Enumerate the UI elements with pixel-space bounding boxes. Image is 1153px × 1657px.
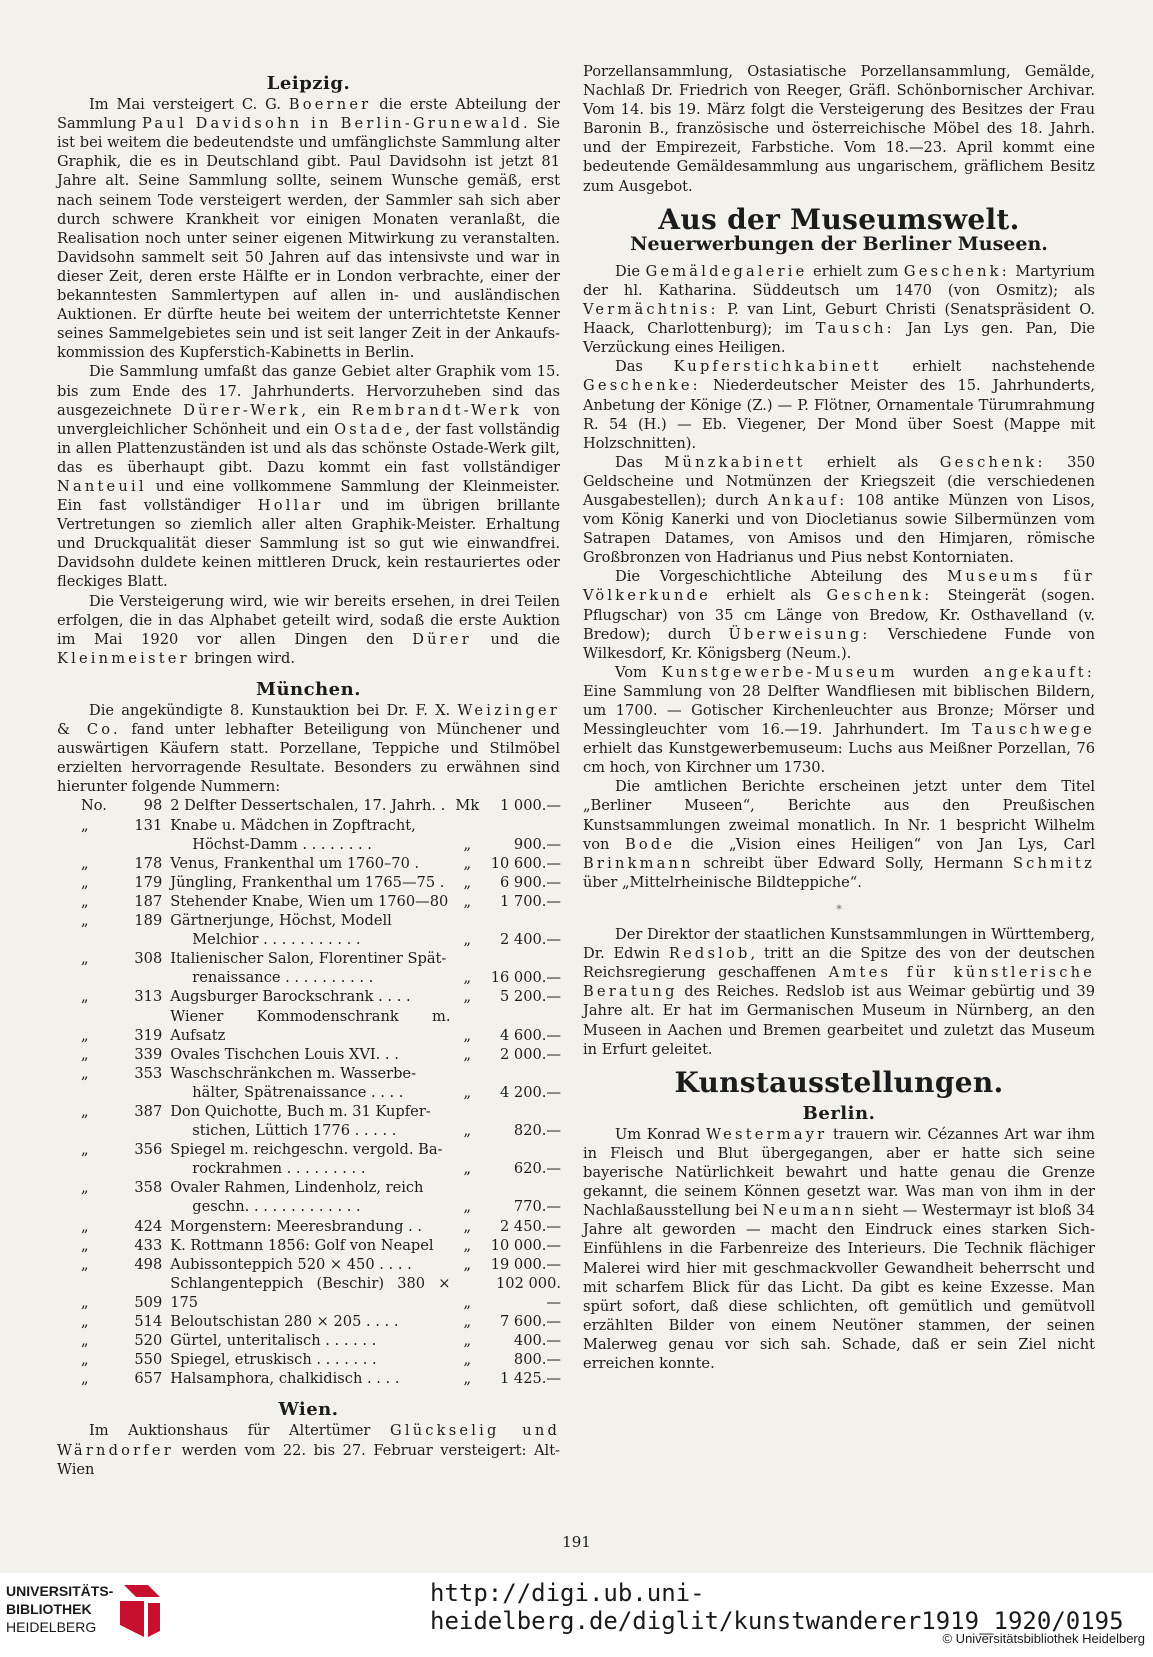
lot-price: 102 000.— — [496, 1274, 561, 1311]
lot-currency: „ — [463, 1083, 472, 1101]
lot-currency — [450, 1102, 484, 1121]
lot-number — [123, 1197, 171, 1216]
lot-price: 4 600.— — [499, 1026, 561, 1044]
lot-price: 400.— — [513, 1332, 561, 1350]
lot-description: Morgenstern: Meeresbrandung . . — [170, 1217, 423, 1235]
copyright-notice: © Universitätsbibliothek Heidelberg — [942, 1631, 1145, 1646]
lot-currency — [450, 1178, 484, 1197]
heading-berlin: Berlin. — [802, 1102, 876, 1124]
lot-description: Ovales Tischchen Louis XVI. . . — [170, 1045, 399, 1063]
lot-prefix: No. — [81, 797, 107, 815]
table-row — [81, 1350, 561, 1369]
lot-currency: „ — [463, 835, 472, 853]
table-row — [81, 1274, 561, 1312]
lot-description: Waschschränkchen m. Wasserbe- — [170, 1064, 417, 1082]
lot-prefix: „ — [81, 816, 89, 834]
lot-description: Schlangenteppich (Beschir) 380 × 175 — [170, 1274, 451, 1311]
lot-currency: „ — [463, 988, 472, 1006]
lot-price — [484, 911, 561, 930]
lot-description: Knabe u. Mädchen in Zopftracht, — [170, 816, 416, 834]
table-row — [81, 1159, 561, 1178]
emblem-shape — [120, 1601, 144, 1637]
table-row — [81, 892, 561, 911]
paragraph-voelkerkunde: Die Vorgeschichtliche Abteilung des Museums für Völkerkunde erhielt als Geschenk: Steingerät (sogen. Pflugschar) von 35 cm Länge von Bredow, Kr. Osthavelland (v. Bredow); durch Überweisung: Verschiedene Funde von Wilkesdorf, Kr. Königsberg (Neum.). — [583, 568, 1095, 662]
lot-prefix: „ — [81, 1064, 89, 1082]
table-row — [81, 1121, 561, 1140]
lot-prefix: „ — [81, 912, 89, 930]
lot-currency — [450, 1064, 484, 1083]
lot-number: 433 — [134, 1236, 163, 1254]
lot-number: 550 — [134, 1351, 163, 1369]
lot-currency: „ — [463, 1236, 472, 1254]
lot-prefix: „ — [81, 1179, 89, 1197]
lot-prefix: „ — [81, 1370, 89, 1388]
lot-prefix: „ — [81, 1026, 89, 1044]
lot-number — [123, 1083, 171, 1102]
lot-prefix: „ — [81, 1313, 89, 1330]
lot-currency — [450, 949, 484, 968]
lot-description: Spiegel m. reichgeschn. vergold. Ba- — [170, 1141, 443, 1159]
table-row — [81, 816, 561, 835]
lot-description: Italienischer Salon, Florentiner Spät- — [170, 950, 447, 968]
lot-prefix: „ — [81, 1236, 89, 1254]
lot-price: 1 700.— — [499, 892, 561, 910]
heading-neuerwerbungen: Neuerwerbungen der Berliner Museen. — [630, 232, 1048, 255]
lot-description: Halsamphora, chalkidisch . . . . — [170, 1370, 400, 1388]
lot-description: Wiener Kommodenschrank m. Aufsatz — [170, 1007, 451, 1044]
lot-prefix — [81, 968, 123, 987]
paragraph-gemaeldegalerie: Die Gemäldegalerie erhielt zum Geschenk: Martyrium der hl. Katharina. Süddeutsch um 1470 (von Osmitz); als Vermächtnis: P. van Lint, Geburt Christi (Senatspräsident O. Haack, Charlottenburg); im Tausch: Jan Lys gen. Pan, Die Verzückung eines Heiligen. — [583, 262, 1095, 357]
lot-number: 131 — [134, 816, 163, 834]
table-row — [81, 930, 561, 949]
lot-description: Höchst-Damm . . . . . . . . — [192, 835, 372, 853]
lot-currency: „ — [463, 1332, 472, 1350]
table-row — [81, 854, 561, 873]
lot-prefix: „ — [81, 854, 89, 872]
lot-prefix — [81, 930, 123, 949]
lot-prefix: „ — [81, 873, 89, 891]
table-row — [81, 911, 561, 930]
lot-currency: „ — [463, 873, 472, 891]
lot-price: 900.— — [513, 835, 561, 853]
table-row — [81, 1217, 561, 1236]
lot-prefix: „ — [81, 1217, 89, 1235]
table-row — [81, 1369, 561, 1388]
lot-description: hälter, Spätrenaissance . . . . — [192, 1083, 404, 1101]
lot-price: 2 400.— — [499, 931, 561, 949]
lot-currency: „ — [463, 969, 472, 987]
paragraph-muenzkabinett: Das Münzkabinett erhielt als Geschenk: 350 Geldscheine und Notmünzen der Kriegszeit (die verschiedenen Ausgabestellen); durch Ankauf: 108 antike Münzen von Lisos, vom König Kanerki und von Diocletianus sowie Silbermünzen vom Satrapen Datames, von Amisos und den Himjaren, römische Großbronzen von Hadrianus und Pius nebst Kontorniaten. — [583, 453, 1096, 567]
lot-price — [484, 1064, 561, 1083]
lot-prefix: „ — [81, 1102, 89, 1120]
paragraph-sammlung: Die Sammlung umfaßt das ganze Gebiet alter Graphik vom 15. bis zum Ende des 17. Jahrhunderts. Hervorzuheben sind das ausgezeichnete Dürer-Werk, ein Rembrandt-Werk von unvergleichlicher Schönheit und ein Ostade, der fast vollständig in allen Plattenzuständen ist und als das schönste Ostade-Werk gilt, das es überhaupt gibt. Dazu kommt ein fast vollständiger Nanteuil und eine vollkommene Sammlung der Kleinmeister. Ein fast vollständiger Hollar und im übrigen brillante Vertretungen so ziemlich aller alten Graphik-Meister. Erhaltung und Druckqualität dieser Sammlung ist so gut wie einwandfrei. Davidsohn duldete keinen mittleren Druck, kein restauriertes oder fleckiges Blatt. — [57, 363, 560, 591]
table-row — [81, 1178, 561, 1197]
lot-prefix: „ — [81, 892, 89, 910]
lot-price: 5 200.— — [499, 988, 561, 1006]
paragraph-kunstgewerbe: Vom Kunstgewerbe-Museum wurden angekauft: Eine Sammlung von 28 Delfter Wandfliesen mit biblischen Bildern, um 1700. — Gotischer Kirchenleuchter aus Bronze; Mörser und Messingleuchter vom 16.—19. Jahrhundert. Im Tauschwege erhielt das Kunstgewerbemuseum: Luchs aus Meißner Porzellan, 76 cm hoch, von Kirchner um 1730. — [583, 663, 1095, 777]
lot-number: 319 — [134, 1026, 163, 1044]
table-row — [81, 1197, 561, 1216]
lot-price: 1 425.— — [499, 1370, 561, 1388]
heading-museumswelt: Aus der Museumswelt. — [658, 202, 1020, 236]
table-row — [81, 1007, 561, 1045]
paragraph-wien: Im Auktionshaus für Altertümer Glückselig und Wärndorfer werden vom 22. bis 27. Februar versteigert: Alt-Wien — [57, 1422, 561, 1478]
lot-number — [123, 835, 171, 854]
lot-price: 10 000.— — [490, 1236, 561, 1254]
library-logo — [6, 1581, 186, 1645]
lot-prefix: „ — [81, 1141, 89, 1159]
lot-number: 308 — [134, 950, 163, 968]
paragraph-wien-continued: Porzellansammlung, Ostasiatische Porzellansammlung, Gemälde, Nachlaß Dr. Friedrich von Reeger, Gräfl. Schönbornischer Archivar. Vom 14. bis 19. März folgt die Versteigerung des Besitzes der Frau Baronin B., französische und österreichische Möbel des 18. Jahrh. und der Empirezeit, Farbstiche. Vom 18.—23. April kommt eine bedeutende Gemäldesammlung aus ungarischem, gräflichem Besitz zum Ausgebot. — [583, 63, 1095, 195]
lot-number: 498 — [134, 1255, 163, 1273]
lot-price — [484, 1102, 561, 1121]
lot-prefix: „ — [81, 1351, 89, 1369]
table-row — [81, 968, 561, 987]
auction-lots-table — [81, 796, 561, 1388]
lot-prefix: „ — [81, 1045, 89, 1063]
lot-price: 19 000.— — [490, 1255, 561, 1273]
lot-price: 800.— — [513, 1351, 561, 1369]
lot-description: Don Quichotte, Buch m. 31 Kupfer- — [170, 1102, 431, 1120]
paragraph-davidsohn: Im Mai versteigert C. G. Boerner die erste Abteilung der Sammlung Paul Davidsohn in Berlin-Grunewald. Sie ist bei weitem die bedeutendste und umfänglichste Sammlung alter Graphik, die es in Deutschland gibt. Paul Davidsohn ist jetzt 81 Jahre alt. Seine Sammlung sollte, seinem Wunsche gemäß, erst nach seinem Tode versteigert werden, der Sammler sah sich aber durch schwere Krankheit vor einigen Monaten veranlaßt, die Realisation noch unter seiner eigenen Mitwirkung zu veranstalten. Davidsohn sammelt seit 50 Jahren auf das intensivste und war in dieser Zeit, deren erste Hälfte er in London verbrachte, einer der bekanntesten Sammlertypen auf allen in- und ausländischen Auktionen. Er dürfte heute bei weitem der unterrichtetste Kenner seines Sammelgebietes sein und ist seit langer Zeit in der Ankaufs-kommission des Kupferstich-Kabinetts in Berlin. — [57, 96, 560, 362]
table-row — [81, 1255, 561, 1274]
lot-price: 1 000.— — [499, 797, 561, 815]
lot-description: Jüngling, Frankenthal um 1765—75 . — [170, 873, 445, 891]
lot-description: Ovaler Rahmen, Lindenholz, reich — [170, 1179, 424, 1197]
lot-number: 178 — [134, 854, 163, 872]
paragraph-redslob: Der Direktor der staatlichen Kunstsammlungen in Württemberg, Dr. Edwin Redslob, tritt an die Spitze des von der deutschen Reichsregierung geschaffenen Amtes für künstlerische Beratung des Reiches. Redslob ist aus Weimar gebürtig und 39 Jahre alt. Er hat im Germanischen Museum in Nürnberg, an den Museen in Aachen und Bremen gearbeitet und zuletzt das Museum in Erfurt geleitet. — [583, 926, 1096, 1058]
lot-number: 179 — [134, 873, 163, 891]
lot-number: 189 — [134, 912, 163, 930]
lot-currency: „ — [463, 854, 472, 872]
lot-number — [123, 968, 171, 987]
lot-number: 387 — [134, 1102, 163, 1120]
heading-wien: Wien. — [278, 1399, 339, 1421]
table-row — [81, 949, 561, 968]
lot-number: 514 — [134, 1313, 163, 1330]
lot-description: Gärtnerjunge, Höchst, Modell — [170, 912, 392, 930]
lot-currency: „ — [463, 1122, 472, 1140]
lot-currency: „ — [463, 1026, 472, 1044]
permalink-url[interactable]: http://digi.ub.uni-heidelberg.de/diglit/kunstwanderer1919_1920/0195 — [430, 1579, 1124, 1635]
lot-description: Gürtel, unteritalisch . . . . . . — [170, 1332, 377, 1350]
paragraph-berichte: Die amtlichen Berichte erscheinen jetzt unter dem Titel „Berliner Museen“, Berichte aus den Preußischen Kunstsammlungen zweimal monatlich. In Nr. 1 bespricht Wilhelm von Bode die „Vision eines Heiligen“ von Jan Lys, Carl Brinkmann schreibt über Edward Solly, Hermann Schmitz über „Mittelrheinische Bildteppiche“. — [583, 778, 1095, 891]
lot-price: 16 000.— — [490, 969, 561, 987]
heading-leipzig: Leipzig. — [266, 73, 351, 94]
lot-number: 358 — [134, 1179, 163, 1197]
lot-prefix — [81, 1121, 123, 1140]
lot-description: geschn. . . . . . . . . . . . . — [192, 1198, 361, 1216]
table-row — [81, 1331, 561, 1350]
table-row — [81, 987, 561, 1006]
lot-price: 620.— — [513, 1160, 561, 1178]
lot-price: 2 450.— — [499, 1217, 561, 1235]
library-footer — [0, 1573, 1153, 1657]
lot-prefix — [81, 1083, 123, 1102]
emblem-shape — [124, 1585, 160, 1597]
right-column — [583, 62, 1095, 1373]
table-row — [81, 1140, 561, 1159]
lot-prefix — [81, 835, 123, 854]
lot-description: Stehender Knabe, Wien um 1760—80 — [170, 892, 449, 910]
paragraph-weizinger: Die angekündigte 8. Kunstauktion bei Dr. F. X. Weizinger & Co. fand unter lebhafter Beteiligung von Münchener und auswärtigen Käufern statt. Porzellane, Teppiche und Stilmöbel erzielten hervorragende Resultate. Besonders zu erwähnen sind hierunter folgende Nummern: — [57, 702, 561, 796]
lot-price: 770.— — [513, 1198, 561, 1216]
lot-prefix — [81, 1197, 123, 1216]
lot-number: 339 — [134, 1045, 163, 1063]
table-row — [81, 1312, 561, 1331]
lot-description: Melchior . . . . . . . . . . . — [192, 931, 361, 949]
lot-prefix: „ — [81, 1332, 89, 1350]
library-emblem-icon — [118, 1581, 162, 1641]
heading-kunstausstellungen: Kunstausstellungen. — [674, 1065, 1004, 1099]
lot-description: stichen, Lüttich 1776 . . . . . — [192, 1122, 397, 1140]
table-row — [81, 796, 561, 815]
lot-number: 313 — [134, 988, 163, 1006]
table-row — [81, 835, 561, 854]
lot-number: 657 — [134, 1370, 163, 1388]
lot-number: 509 — [134, 1293, 163, 1311]
lot-currency — [450, 1140, 484, 1159]
table-row — [81, 1236, 561, 1255]
lot-number — [123, 1121, 171, 1140]
lot-price: 4 200.— — [499, 1083, 561, 1101]
logo-line-1: UNIVERSITÄTS- — [6, 1583, 114, 1599]
table-row — [81, 873, 561, 892]
lot-description: rockrahmen . . . . . . . . . — [192, 1160, 366, 1178]
lot-currency: „ — [463, 931, 472, 949]
lot-currency: „ — [463, 1351, 472, 1369]
lot-price: 10 600.— — [490, 854, 561, 872]
lot-currency: Mk — [455, 797, 480, 815]
lot-description: Venus, Frankenthal um 1760–70 . — [170, 854, 420, 872]
lot-number: 187 — [134, 892, 163, 910]
table-row — [81, 1064, 561, 1083]
lot-price: 7 600.— — [499, 1313, 561, 1330]
lot-description: 2 Delfter Dessertschalen, 17. Jahrh. . — [170, 797, 446, 815]
lot-description: K. Rottmann 1856: Golf von Neapel — [170, 1236, 434, 1254]
paragraph-westermayr: Um Konrad Westermayr trauern wir. Cézannes Art war ihm in Fleisch und Blut übergegangen, aber er hatte sich seine bayerische Natürlichkeit bewahrt und hatte genau die Grenze gekannt, die seinem Können gesetzt war. Was man von ihm in der Nachlaßausstellung bei Neumann sieht — Westermayr ist bloß 34 Jahre alt geworden — macht den Eindruck eines starken Sich-Einfühlens in die Farbenreize des Interieurs. Die Technik flächiger Malerei wird hier mit geschmackvoller Gewandheit beherrscht und mit scharfem Blick für das Licht. Da gibt es keine Exzesse. Man spürt sofort, daß diese schlichten, oft gemütlich und gemütvoll erzählten Bilder von einem Neutöner stammen, der seinen Malerweg genau vor sich sah. Schade, daß er sein Ziel nicht erreichen konnte. — [583, 1125, 1096, 1372]
lot-currency: „ — [463, 1045, 472, 1063]
lot-currency: „ — [463, 1370, 472, 1388]
table-row — [81, 1083, 561, 1102]
lot-currency: „ — [463, 1293, 472, 1311]
lot-price: 820.— — [513, 1122, 561, 1140]
lot-number: 98 — [143, 797, 163, 815]
lot-number — [123, 930, 171, 949]
section-divider-star: * — [836, 902, 842, 916]
lot-prefix: „ — [81, 988, 89, 1006]
lot-price: 2 000.— — [499, 1045, 561, 1063]
lot-prefix: „ — [81, 950, 89, 968]
heading-muenchen: München. — [256, 678, 361, 700]
lot-description: Aubissonteppich 520 × 450 . . . . — [170, 1255, 412, 1273]
lot-currency: „ — [463, 1198, 472, 1216]
lot-currency: „ — [463, 1160, 472, 1178]
lot-price — [484, 949, 561, 968]
lot-currency: „ — [463, 892, 472, 910]
lot-description: Beloutschistan 280 × 205 . . . . — [170, 1313, 399, 1330]
lot-currency — [450, 911, 484, 930]
table-row — [81, 1102, 561, 1121]
lot-description: Augsburger Barockschrank . . . . — [170, 988, 411, 1006]
lot-number: 424 — [134, 1217, 163, 1235]
lot-number: 353 — [134, 1064, 163, 1082]
lot-number: 520 — [134, 1332, 163, 1350]
table-row — [81, 1045, 561, 1064]
lot-prefix — [81, 1159, 123, 1178]
lot-currency: „ — [463, 1217, 472, 1235]
lot-prefix: „ — [81, 1255, 89, 1273]
lot-price — [484, 1140, 561, 1159]
lot-number: 356 — [134, 1141, 163, 1159]
lot-number — [123, 1159, 171, 1178]
lot-currency: „ — [463, 1255, 472, 1273]
lot-description: renaissance . . . . . . . . . . — [192, 969, 374, 987]
logo-line-2: BIBLIOTHEK — [6, 1601, 92, 1617]
page-number: 191 — [562, 1533, 591, 1551]
paragraph-kupferstichkabinett: Das Kupferstichkabinett erhielt nachstehende Geschenke: Niederdeutscher Meister des 15. Jahrhunderts, Anbetung der Könige (Z.) — P. Flötner, Ornamentale Türumrahmung R. 54 (H.) — Eb. Viegener, Der Mond über Soest (Mappe mit Holzschnitten). — [583, 358, 1096, 452]
logo-line-3: HEIDELBERG — [6, 1619, 97, 1635]
lot-price — [484, 1178, 561, 1197]
emblem-shape — [148, 1603, 160, 1637]
lot-prefix: „ — [81, 1293, 89, 1311]
lot-description: Spiegel, etruskisch . . . . . . . — [170, 1351, 377, 1369]
lot-currency: „ — [463, 1313, 472, 1330]
lot-currency — [450, 816, 484, 835]
lot-price — [484, 816, 561, 835]
lot-price: 6 900.— — [499, 873, 561, 891]
paragraph-versteigerung: Die Versteigerung wird, wie wir bereits ersehen, in drei Teilen erfolgen, die in das Alphabet geteilt wird, sodaß die erste Auktion im Mai 1920 vor allen Dingen den Dürer und die Kleinmeister bringen wird. — [57, 592, 560, 667]
left-column — [57, 62, 560, 1479]
